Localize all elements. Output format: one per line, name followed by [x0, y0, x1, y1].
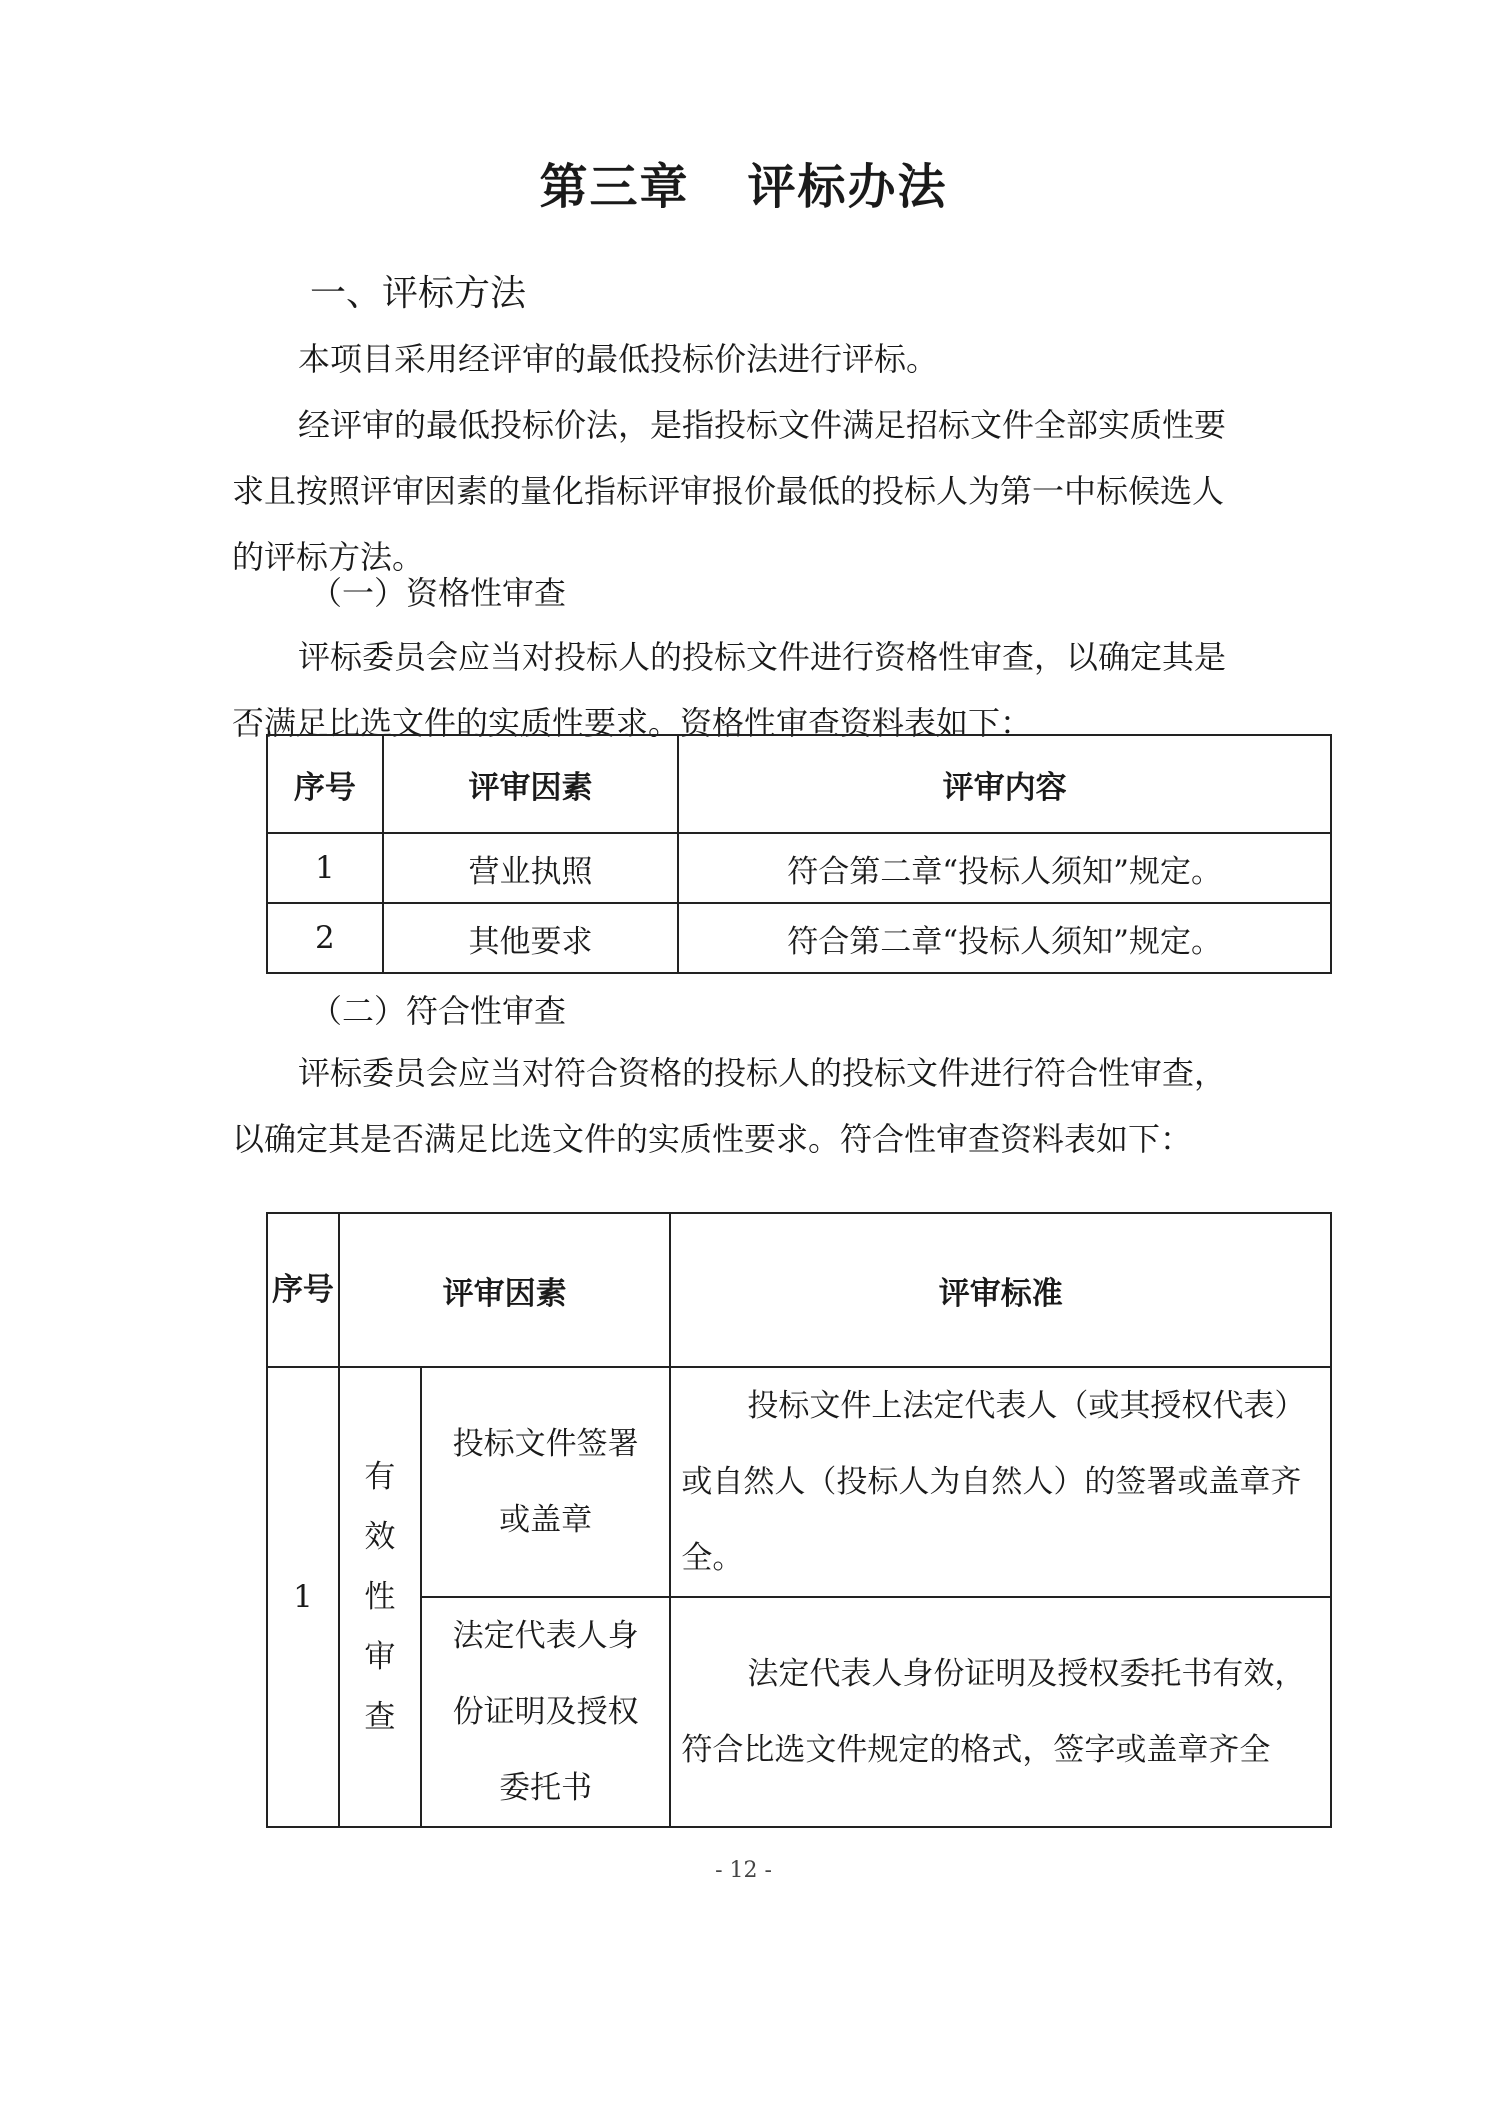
row-standard	[670, 1367, 1331, 1597]
section-heading: 一、评标方法	[310, 273, 527, 314]
paragraph-qualification-text: 评标委员会应当对投标人的投标文件进行资格性审查，以确定其是否满足比选文件的实质性要求。资格性审查资料表如下：	[232, 638, 1227, 742]
header-factor: 评审因素	[383, 735, 678, 833]
sub-heading-conformity: （二）符合性审查	[310, 992, 567, 1030]
paragraph-definition	[232, 392, 1232, 590]
table-row	[267, 833, 1331, 903]
chapter-number: 第三章	[539, 159, 690, 215]
header-standard: 评审标准	[670, 1213, 1331, 1367]
row-standard	[670, 1597, 1331, 1827]
row-content: 符合第二章“投标人须知”规定。	[678, 833, 1331, 903]
paragraph-method-text: 本项目采用经评审的最低投标价法进行评标。	[298, 340, 939, 378]
paragraph-conformity	[232, 1040, 1232, 1172]
paragraph-method	[232, 326, 1232, 392]
header-factor: 评审因素	[339, 1213, 671, 1367]
header-content: 评审内容	[678, 735, 1331, 833]
table-row	[267, 1367, 1331, 1597]
sub-heading-qualification: （一）资格性审查	[310, 574, 567, 612]
paragraph-conformity-text: 评标委员会应当对符合资格的投标人的投标文件进行符合性审查，以确定其是否满足比选文件的实质性要求。符合性审查资料表如下：	[232, 1054, 1227, 1158]
row-standard-text: 法定代表人身份证明及授权委托书有效，符合比选文件规定的格式，签字或盖章齐全	[681, 1656, 1306, 1768]
row-no: 2	[267, 903, 383, 973]
header-no: 序号	[267, 735, 383, 833]
row-no: 1	[267, 1367, 339, 1827]
row-content: 符合第二章“投标人须知”规定。	[678, 903, 1331, 973]
table-row	[267, 903, 1331, 973]
page-title	[0, 148, 1487, 217]
qualification-table	[266, 734, 1332, 974]
table-header-row	[267, 1213, 1331, 1367]
table-header-row	[267, 735, 1331, 833]
conformity-table	[266, 1212, 1332, 1828]
row-factor: 投标文件签署或盖章	[421, 1367, 671, 1597]
paragraph-definition-text: 经评审的最低投标价法，是指投标文件满足招标文件全部实质性要求且按照评审因素的量化指标评审报价最低的投标人为第一中标候选人的评标方法。	[232, 406, 1227, 576]
chapter-name: 评标办法	[747, 159, 948, 215]
row-factor: 法定代表人身份证明及授权委托书	[421, 1597, 671, 1827]
row-factor: 其他要求	[383, 903, 678, 973]
row-category: 有效性审查	[339, 1367, 421, 1827]
page-number: - 12 -	[715, 1858, 772, 1883]
row-no: 1	[267, 833, 383, 903]
row-factor: 营业执照	[383, 833, 678, 903]
row-standard-text: 投标文件上法定代表人（或其授权代表）或自然人（投标人为自然人）的签署或盖章齐全。	[681, 1388, 1306, 1576]
header-no: 序号	[267, 1213, 339, 1367]
table-row	[267, 1597, 1331, 1827]
